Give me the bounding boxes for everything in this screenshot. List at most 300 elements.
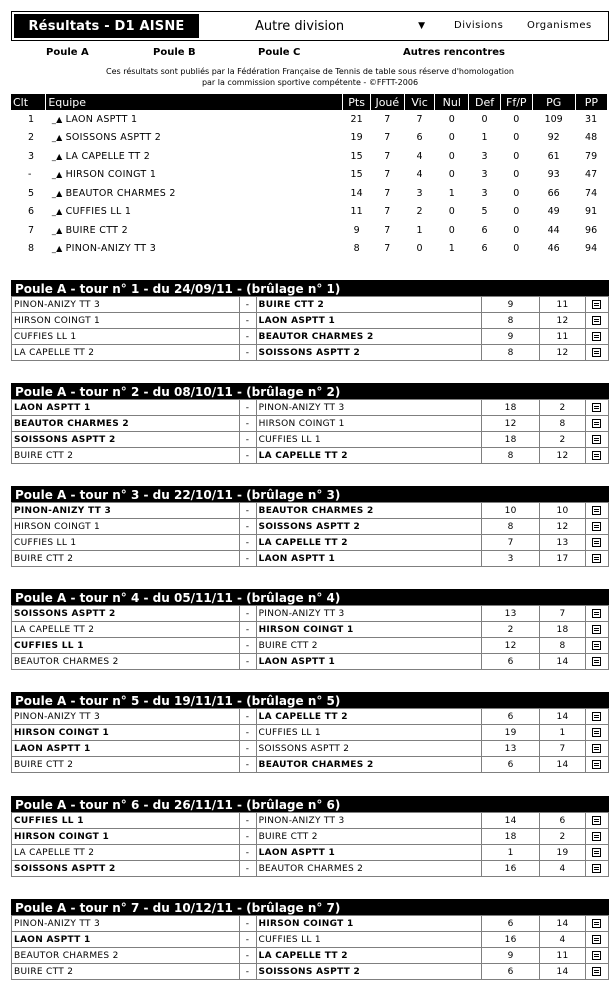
team-detail-icon[interactable]: _▲ — [51, 151, 63, 161]
versus-separator: - — [239, 345, 256, 361]
away-team: LA CAPELLE TT 2 — [256, 448, 482, 464]
match-row — [12, 297, 609, 313]
match-detail-cell — [585, 535, 608, 551]
stat-cell: 0 — [416, 243, 423, 255]
match-sheet-icon[interactable] — [592, 919, 601, 928]
chevron-down-icon: ▼ — [418, 21, 425, 31]
col-pp: PP — [575, 94, 607, 110]
standings-row — [11, 203, 607, 222]
divisions-link[interactable]: Divisions — [454, 20, 504, 31]
home-score: 6 — [482, 757, 540, 773]
stat-cell: 3 — [481, 150, 488, 162]
match-row — [12, 964, 609, 980]
match-row — [12, 313, 609, 329]
team-cell — [46, 110, 343, 129]
standings-table — [11, 94, 607, 258]
match-row — [12, 329, 609, 345]
team-detail-icon[interactable]: _▲ — [51, 188, 63, 198]
stat-cell: 0 — [513, 224, 520, 236]
stat-cell: 61 — [547, 150, 560, 162]
away-score: 8 — [540, 416, 586, 432]
round-results-table — [11, 605, 609, 670]
away-team: HIRSON COINGT 1 — [256, 916, 482, 932]
versus-separator: - — [239, 313, 256, 329]
rank-cell: 3 — [28, 150, 35, 162]
versus-separator: - — [239, 829, 256, 845]
match-detail-cell — [585, 345, 608, 361]
match-row — [12, 638, 609, 654]
away-score: 1 — [540, 725, 586, 741]
stat-cell: 46 — [547, 243, 560, 255]
home-score: 14 — [482, 813, 540, 829]
away-score: 14 — [540, 654, 586, 670]
team-detail-icon[interactable]: _▲ — [51, 133, 63, 143]
match-detail-cell — [585, 313, 608, 329]
match-row — [12, 622, 609, 638]
home-team: BEAUTOR CHARMES 2 — [12, 948, 240, 964]
home-team: LA CAPELLE TT 2 — [12, 845, 240, 861]
home-team: BEAUTOR CHARMES 2 — [12, 654, 240, 670]
round-block — [11, 899, 609, 980]
match-sheet-icon[interactable] — [592, 760, 601, 769]
away-score: 11 — [540, 948, 586, 964]
stat-cell: 0 — [448, 224, 455, 236]
round-results-table — [11, 296, 609, 361]
round-results-table — [11, 915, 609, 980]
round-block — [11, 383, 609, 464]
round-block — [11, 486, 609, 567]
match-sheet-icon[interactable] — [592, 332, 601, 341]
home-score: 9 — [482, 297, 540, 313]
match-sheet-icon[interactable] — [592, 419, 601, 428]
match-sheet-icon[interactable] — [592, 625, 601, 634]
away-score: 11 — [540, 329, 586, 345]
rank-cell: 5 — [28, 187, 35, 199]
away-score: 8 — [540, 638, 586, 654]
home-score: 19 — [482, 725, 540, 741]
col-clt: Clt — [11, 94, 46, 110]
away-team: CUFFIES LL 1 — [256, 432, 482, 448]
match-sheet-icon[interactable] — [592, 864, 601, 873]
home-score: 10 — [482, 503, 540, 519]
stat-cell: 7 — [384, 132, 391, 144]
standings-row — [11, 184, 607, 203]
match-row — [12, 432, 609, 448]
team-detail-icon[interactable]: _▲ — [51, 225, 63, 235]
stat-cell: 1 — [448, 187, 455, 199]
away-team: HIRSON COINGT 1 — [256, 416, 482, 432]
home-team: BUIRE CTT 2 — [12, 551, 240, 567]
away-team: SOISSONS ASPTT 2 — [256, 964, 482, 980]
match-row — [12, 400, 609, 416]
poule-b-link[interactable]: Poule B — [153, 47, 196, 58]
versus-separator: - — [239, 551, 256, 567]
stat-cell: 0 — [513, 113, 520, 125]
versus-separator: - — [239, 329, 256, 345]
team-name[interactable]: BUIRE CTT 2 — [65, 224, 128, 236]
home-team: PINON-ANIZY TT 3 — [12, 297, 240, 313]
team-name[interactable]: HIRSON COINGT 1 — [65, 169, 157, 181]
match-sheet-icon[interactable] — [592, 967, 601, 976]
match-sheet-icon[interactable] — [592, 554, 601, 563]
home-team: LAON ASPTT 1 — [12, 400, 240, 416]
stat-cell: 11 — [350, 206, 363, 218]
rank-cell: 8 — [28, 243, 35, 255]
stat-cell: 74 — [585, 187, 598, 199]
home-score: 6 — [482, 709, 540, 725]
rank-cell: 1 — [28, 113, 35, 125]
away-score: 14 — [540, 709, 586, 725]
stat-cell: 14 — [350, 187, 363, 199]
stat-cell: 0 — [513, 169, 520, 181]
match-row — [12, 606, 609, 622]
stat-cell: 3 — [481, 187, 488, 199]
match-sheet-icon[interactable] — [592, 832, 601, 841]
versus-separator: - — [239, 622, 256, 638]
standings-row — [11, 240, 607, 259]
away-team: BEAUTOR CHARMES 2 — [256, 503, 482, 519]
match-detail-cell — [585, 861, 608, 877]
match-sheet-icon[interactable] — [592, 403, 601, 412]
stat-cell: 1 — [481, 132, 488, 144]
home-team: SOISSONS ASPTT 2 — [12, 861, 240, 877]
away-score: 10 — [540, 503, 586, 519]
home-score: 1 — [482, 845, 540, 861]
versus-separator: - — [239, 861, 256, 877]
versus-separator: - — [239, 741, 256, 757]
match-sheet-icon[interactable] — [592, 641, 601, 650]
versus-separator: - — [239, 638, 256, 654]
round-block — [11, 796, 609, 877]
versus-separator: - — [239, 606, 256, 622]
stat-cell: 0 — [513, 150, 520, 162]
match-sheet-icon[interactable] — [592, 316, 601, 325]
home-team: BUIRE CTT 2 — [12, 448, 240, 464]
match-detail-cell — [585, 416, 608, 432]
team-name[interactable]: LAON ASPTT 1 — [65, 113, 138, 125]
match-sheet-icon[interactable] — [592, 609, 601, 618]
match-detail-cell — [585, 964, 608, 980]
round-results-table — [11, 812, 609, 877]
away-team: SOISSONS ASPTT 2 — [256, 741, 482, 757]
match-row — [12, 448, 609, 464]
match-row — [12, 845, 609, 861]
stat-cell: 44 — [547, 224, 560, 236]
away-team: LA CAPELLE TT 2 — [256, 709, 482, 725]
away-team: PINON-ANIZY TT 3 — [256, 606, 482, 622]
stat-cell: 7 — [384, 187, 391, 199]
away-score: 17 — [540, 551, 586, 567]
home-team: SOISSONS ASPTT 2 — [12, 606, 240, 622]
home-score: 13 — [482, 741, 540, 757]
home-score: 18 — [482, 400, 540, 416]
team-detail-icon[interactable]: _▲ — [51, 207, 63, 217]
home-score: 9 — [482, 329, 540, 345]
match-row — [12, 861, 609, 877]
team-name[interactable]: BEAUTOR CHARMES 2 — [65, 187, 176, 199]
stat-cell: 7 — [384, 113, 391, 125]
match-row — [12, 551, 609, 567]
home-team: SOISSONS ASPTT 2 — [12, 432, 240, 448]
home-score: 16 — [482, 932, 540, 948]
match-sheet-icon[interactable] — [592, 348, 601, 357]
stat-cell: 79 — [585, 150, 598, 162]
round-title: Poule A - tour n° 6 - du 26/11/11 - (brûlage n° 6) — [11, 796, 609, 812]
home-score: 9 — [482, 948, 540, 964]
home-team: HIRSON COINGT 1 — [12, 725, 240, 741]
col-pts: Pts — [343, 94, 371, 110]
stat-cell: 0 — [513, 187, 520, 199]
team-name[interactable]: LA CAPELLE TT 2 — [65, 150, 151, 162]
match-detail-cell — [585, 606, 608, 622]
home-team: CUFFIES LL 1 — [12, 813, 240, 829]
away-score: 11 — [540, 297, 586, 313]
versus-separator: - — [239, 416, 256, 432]
away-team: LAON ASPTT 1 — [256, 313, 482, 329]
col-pg: PG — [532, 94, 575, 110]
match-sheet-icon[interactable] — [592, 506, 601, 515]
stat-cell: 6 — [481, 243, 488, 255]
round-title: Poule A - tour n° 2 - du 08/10/11 - (brûlage n° 2) — [11, 383, 609, 399]
stat-cell: 7 — [416, 113, 423, 125]
match-row — [12, 725, 609, 741]
col-nul: Nul — [435, 94, 469, 110]
home-team: PINON-ANIZY TT 3 — [12, 503, 240, 519]
away-score: 12 — [540, 448, 586, 464]
poule-a-link[interactable]: Poule A — [46, 47, 89, 58]
home-team: HIRSON COINGT 1 — [12, 519, 240, 535]
match-sheet-icon[interactable] — [592, 451, 601, 460]
team-detail-icon[interactable]: _▲ — [51, 170, 63, 180]
match-sheet-icon[interactable] — [592, 712, 601, 721]
match-sheet-icon[interactable] — [592, 300, 601, 309]
match-sheet-icon[interactable] — [592, 848, 601, 857]
away-team: LA CAPELLE TT 2 — [256, 535, 482, 551]
home-score: 2 — [482, 622, 540, 638]
stat-cell: 2 — [416, 206, 423, 218]
home-score: 18 — [482, 432, 540, 448]
home-team: CUFFIES LL 1 — [12, 638, 240, 654]
match-detail-cell — [585, 432, 608, 448]
away-team: BUIRE CTT 2 — [256, 297, 482, 313]
stat-cell: 7 — [384, 206, 391, 218]
match-sheet-icon[interactable] — [592, 935, 601, 944]
match-row — [12, 654, 609, 670]
team-detail-icon[interactable]: _▲ — [51, 114, 63, 124]
match-detail-cell — [585, 297, 608, 313]
stat-cell: 5 — [481, 206, 488, 218]
versus-separator: - — [239, 845, 256, 861]
stat-cell: 6 — [416, 132, 423, 144]
notice-line-2: par la commission sportive compétente - ©FFTT-2006 — [201, 78, 419, 87]
away-score: 2 — [540, 400, 586, 416]
away-score: 6 — [540, 813, 586, 829]
team-name[interactable]: PINON-ANIZY TT 3 — [65, 243, 157, 255]
team-name[interactable]: CUFFIES LL 1 — [65, 206, 132, 218]
other-matches-link[interactable]: Autres rencontres — [403, 47, 505, 58]
stat-cell: 0 — [448, 206, 455, 218]
away-team: BUIRE CTT 2 — [256, 638, 482, 654]
stat-cell: 1 — [448, 243, 455, 255]
versus-separator: - — [239, 535, 256, 551]
match-row — [12, 345, 609, 361]
versus-separator: - — [239, 709, 256, 725]
stat-cell: 8 — [353, 243, 360, 255]
match-detail-cell — [585, 448, 608, 464]
match-row — [12, 948, 609, 964]
stat-cell: 0 — [513, 132, 520, 144]
home-score: 13 — [482, 606, 540, 622]
away-score: 2 — [540, 829, 586, 845]
stat-cell: 66 — [547, 187, 560, 199]
home-team: LAON ASPTT 1 — [12, 741, 240, 757]
match-row — [12, 813, 609, 829]
versus-separator: - — [239, 757, 256, 773]
stat-cell: 15 — [350, 169, 363, 181]
standings-row — [11, 110, 607, 129]
stat-cell: 109 — [544, 113, 563, 125]
match-sheet-icon[interactable] — [592, 744, 601, 753]
home-team: CUFFIES LL 1 — [12, 535, 240, 551]
rank-cell: 2 — [28, 132, 35, 144]
round-title: Poule A - tour n° 4 - du 05/11/11 - (brûlage n° 4) — [11, 589, 609, 605]
match-sheet-icon[interactable] — [592, 816, 601, 825]
stat-cell: 4 — [416, 169, 423, 181]
stat-cell: 0 — [448, 113, 455, 125]
versus-separator: - — [239, 964, 256, 980]
rank-cell: 6 — [28, 206, 35, 218]
match-sheet-icon[interactable] — [592, 657, 601, 666]
away-team: BUIRE CTT 2 — [256, 829, 482, 845]
standings-header-row — [11, 94, 607, 110]
team-cell — [46, 184, 343, 203]
away-team: PINON-ANIZY TT 3 — [256, 813, 482, 829]
team-cell — [46, 203, 343, 222]
home-score: 18 — [482, 829, 540, 845]
stat-cell: 0 — [513, 206, 520, 218]
home-team: BUIRE CTT 2 — [12, 757, 240, 773]
versus-separator: - — [239, 503, 256, 519]
stat-cell: 31 — [585, 113, 598, 125]
page-title: Résultats - D1 AISNE — [14, 14, 199, 38]
away-score: 13 — [540, 535, 586, 551]
team-name[interactable]: SOISSONS ASPTT 2 — [65, 132, 162, 144]
match-row — [12, 535, 609, 551]
stat-cell: 9 — [353, 224, 360, 236]
round-results-table — [11, 502, 609, 567]
division-select-value: Autre division — [255, 18, 345, 34]
division-select[interactable] — [255, 15, 425, 37]
round-results-table — [11, 399, 609, 464]
away-team: CUFFIES LL 1 — [256, 932, 482, 948]
team-cell — [46, 166, 343, 185]
away-team: HIRSON COINGT 1 — [256, 622, 482, 638]
home-score: 8 — [482, 519, 540, 535]
match-detail-cell — [585, 725, 608, 741]
standings-row — [11, 147, 607, 166]
away-team: PINON-ANIZY TT 3 — [256, 400, 482, 416]
match-detail-cell — [585, 916, 608, 932]
match-sheet-icon[interactable] — [592, 522, 601, 531]
poule-c-link[interactable]: Poule C — [258, 47, 301, 58]
round-title: Poule A - tour n° 3 - du 22/10/11 - (brûlage n° 3) — [11, 486, 609, 502]
stat-cell: 0 — [513, 243, 520, 255]
away-score: 14 — [540, 916, 586, 932]
away-score: 7 — [540, 606, 586, 622]
stat-cell: 48 — [585, 132, 598, 144]
match-sheet-icon[interactable] — [592, 435, 601, 444]
match-detail-cell — [585, 503, 608, 519]
match-detail-cell — [585, 709, 608, 725]
stat-cell: 47 — [585, 169, 598, 181]
col-joue: Joué — [370, 94, 404, 110]
rank-cell: 7 — [28, 224, 35, 236]
away-score: 14 — [540, 757, 586, 773]
versus-separator: - — [239, 725, 256, 741]
away-team: SOISSONS ASPTT 2 — [256, 345, 482, 361]
stat-cell: 49 — [547, 206, 560, 218]
home-score: 6 — [482, 654, 540, 670]
match-sheet-icon[interactable] — [592, 951, 601, 960]
away-team: LAON ASPTT 1 — [256, 845, 482, 861]
stat-cell: 15 — [350, 150, 363, 162]
match-row — [12, 503, 609, 519]
stat-cell: 93 — [547, 169, 560, 181]
standings-row — [11, 221, 607, 240]
match-sheet-icon[interactable] — [592, 728, 601, 737]
home-score: 12 — [482, 638, 540, 654]
stat-cell: 94 — [585, 243, 598, 255]
stat-cell: 21 — [350, 113, 363, 125]
away-team: LAON ASPTT 1 — [256, 654, 482, 670]
home-team: PINON-ANIZY TT 3 — [12, 916, 240, 932]
away-score: 4 — [540, 932, 586, 948]
team-detail-icon[interactable]: _▲ — [51, 244, 63, 254]
team-cell — [46, 240, 343, 259]
away-score: 2 — [540, 432, 586, 448]
away-team: LA CAPELLE TT 2 — [256, 948, 482, 964]
round-results-table — [11, 708, 609, 773]
col-equipe: Equipe — [46, 94, 343, 110]
home-team: BUIRE CTT 2 — [12, 964, 240, 980]
versus-separator: - — [239, 448, 256, 464]
away-team: BEAUTOR CHARMES 2 — [256, 757, 482, 773]
round-block — [11, 692, 609, 773]
match-row — [12, 757, 609, 773]
home-team: BEAUTOR CHARMES 2 — [12, 416, 240, 432]
stat-cell: 6 — [481, 224, 488, 236]
match-sheet-icon[interactable] — [592, 538, 601, 547]
home-team: LA CAPELLE TT 2 — [12, 622, 240, 638]
match-row — [12, 916, 609, 932]
away-score: 12 — [540, 313, 586, 329]
match-row — [12, 519, 609, 535]
match-detail-cell — [585, 329, 608, 345]
organismes-link[interactable]: Organismes — [527, 20, 592, 31]
match-detail-cell — [585, 622, 608, 638]
versus-separator: - — [239, 916, 256, 932]
home-score: 16 — [482, 861, 540, 877]
away-score: 12 — [540, 519, 586, 535]
home-score: 6 — [482, 916, 540, 932]
stat-cell: 1 — [416, 224, 423, 236]
versus-separator: - — [239, 400, 256, 416]
away-score: 7 — [540, 741, 586, 757]
stat-cell: 7 — [384, 150, 391, 162]
away-team: BEAUTOR CHARMES 2 — [256, 329, 482, 345]
match-detail-cell — [585, 400, 608, 416]
round-title: Poule A - tour n° 5 - du 19/11/11 - (brûlage n° 5) — [11, 692, 609, 708]
